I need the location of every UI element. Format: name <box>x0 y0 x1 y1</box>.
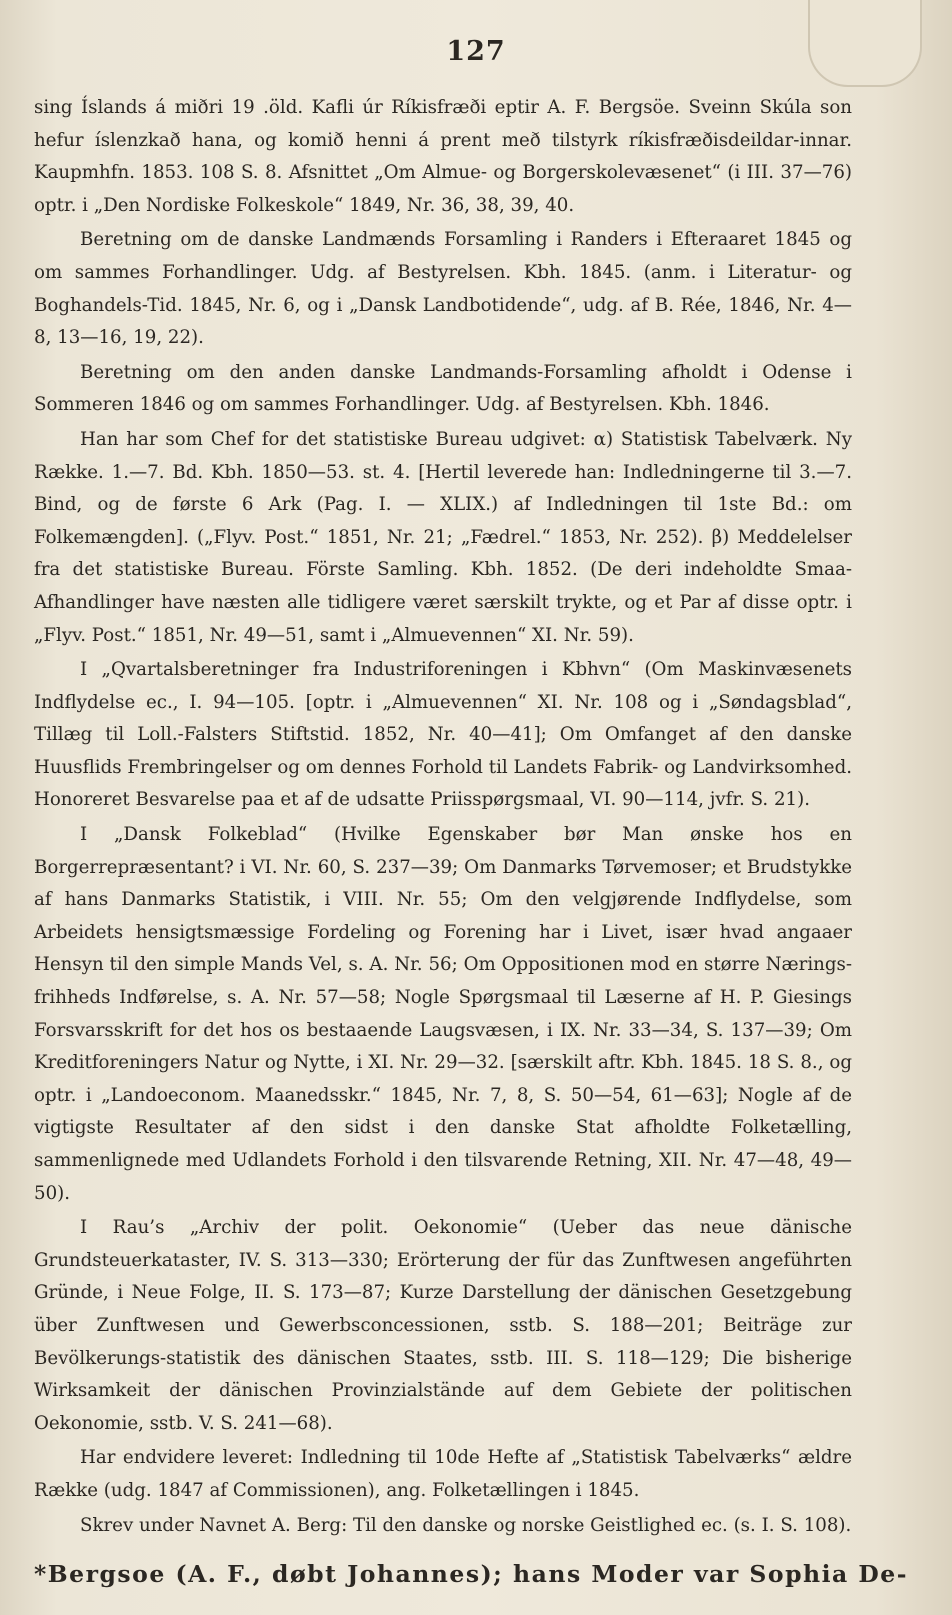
paragraph-5: I „Qvartalsberetninger fra Industriforeningen i Kbhvn“ (Om Maskinvæsenets Indflydelse ec., I. 94—105. [optr. i „Almuevennen“ XI. Nr. 108 og i „Søndagsblad“, Tillæg til Loll.-Falsters Stiftstid. 1852, Nr. 40—41]; Om Omfanget af den danske Huusflids Frembringelser og om dennes Forhold til Landets Fabrik- og Landvirksomhed. Honoreret Besvarelse paa et af de udsatte Priisspørgsmaal, VI. 90—114, jvfr. S. 21). <box>34 659 852 811</box>
paragraph-4: Han har som Chef for det statistiske Bureau udgivet: α) Statistisk Tabelværk. Ny Række. 1.—7. Bd. Kbh. 1850—53. st. 4. [Hertil leverede han: Indledningerne til 3.—7. Bind, og de første 6 Ark (Pag. I. — XLIX.) af Indledningen til 1ste Bd.: om Folkemængden]. („Flyv. Post.“ 1851, Nr. 21; „Fædrel.“ 1853, Nr. 252). β) Meddelelser fra det statistiske Bureau. Förste Samling. Kbh. 1852. (De deri indeholdte Smaa-Afhandlinger have næsten alle tidligere været særskilt trykte, og et Par af disse optr. i „Flyv. Post.“ 1851, Nr. 49—51, samt i „Almuevennen“ XI. Nr. 59). <box>34 428 852 646</box>
paragraph-1: sing Íslands á miðri 19 .öld. Kafli úr Ríkisfræði eptir A. F. Bergsöe. Sveinn Skúla son hefur íslenzkað hana, og komið henni á prent með tilstyrk ríkisfræðisdeildar-innar. Kaupmhfn. 1853. 108 S. 8. Afsnittet „Om Almue- og Borgerskolevæsenet“ (i III. 37—76) optr. i „Den Nordiske Folkeskole“ 1849, Nr. 36, 38, 39, 40. <box>34 97 852 216</box>
paragraph-6: I „Dansk Folkeblad“ (Hvilke Egenskaber bør Man ønske hos en Borgerrepræsentant? i VI. Nr. 60, S. 237—39; Om Danmarks Tørvemoser; et Brudstykke af hans Danmarks Statistik, i VIII. Nr. 55; Om den velgjørende Indflydelse, som Arbeidets hensigtsmæssige Fordeling og Forening har i Livet, især hvad angaaer Hensyn til den simple Mands Vel, s. A. Nr. 56; Om Oppositionen mod en større Nærings-frihheds Indførelse, s. A. Nr. 57—58; Nogle Spørgsmaal til Læserne af H. P. Giesings Forsvarsskrift for det hos os bestaaende Laugsvæsen, i IX. Nr. 33—34, S. 137—39; Om Kreditforeningers Natur og Nytte, i XI. Nr. 29—32. [særskilt aftr. Kbh. 1845. 18 S. 8., og optr. i „Landoeconom. Maanedsskr.“ 1845, Nr. 7, 8, S. 50—54, 61—63]; Nogle af de vigtigste Resultater af den sidst i den danske Stat afholdte Folketælling, sammenlignede med Udlandets Forhold i den tilsvarende Retning, XII. Nr. 47—48, 49—50). <box>34 824 852 1204</box>
footer-entry-heading: *Bergsoe (A. F., døbt Johannes); hans Moder var Sophia De- <box>34 1560 909 1588</box>
paragraph-7: I Rau’s „Archiv der polit. Oekonomie“ (Ueber das neue dänische Grundsteuerkataster, IV. S. 313—330; Erörterung der für das Zunftwesen angeführten Gründe, i Neue Folge, II. S. 173—87; Kurze Darstellung der dänischen Gesetzgebung über Zunftwesen und Gewerbsconcessionen, sstb. S. 188—201; Beiträge zur Bevölkerungs-statistik des dänischen Staates, sstb. III. S. 118—129; Die bisherige Wirksamkeit der dänischen Provinzialstände auf dem Gebiete der politischen Oekonomie, sstb. V. S. 241—68). <box>34 1217 852 1434</box>
paragraph-9: Skrev under Navnet A. Berg: Til den danske og norske Geistlighed ec. (s. I. S. 108). <box>80 1514 852 1536</box>
paragraph-8: Har endvidere leveret: Indledning til 10de Hefte af „Statistisk Tabelværks“ ældre Række (udg. 1847 af Commissionen), ang. Folketællingen i 1845. <box>34 1447 852 1501</box>
paragraph-2: Beretning om de danske Landmænds Forsamling i Randers i Efteraaret 1845 og om sammes Forhandlinger. Udg. af Bestyrelsen. Kbh. 1845. (anm. i Literatur- og Boghandels-Tid. 1845, Nr. 6, og i „Dansk Landbotidende“, udg. af B. Rée, 1846, Nr. 4—8, 13—16, 19, 22). <box>34 229 852 349</box>
body-text <box>34 92 852 1542</box>
page-number: 127 <box>446 36 506 67</box>
paragraph-3: Beretning om den anden danske Landmands-Forsamling afholdt i Odense i Sommeren 1846 og om sammes Forhandlinger. Udg. af Bestyrelsen. Kbh. 1846. <box>34 361 852 416</box>
